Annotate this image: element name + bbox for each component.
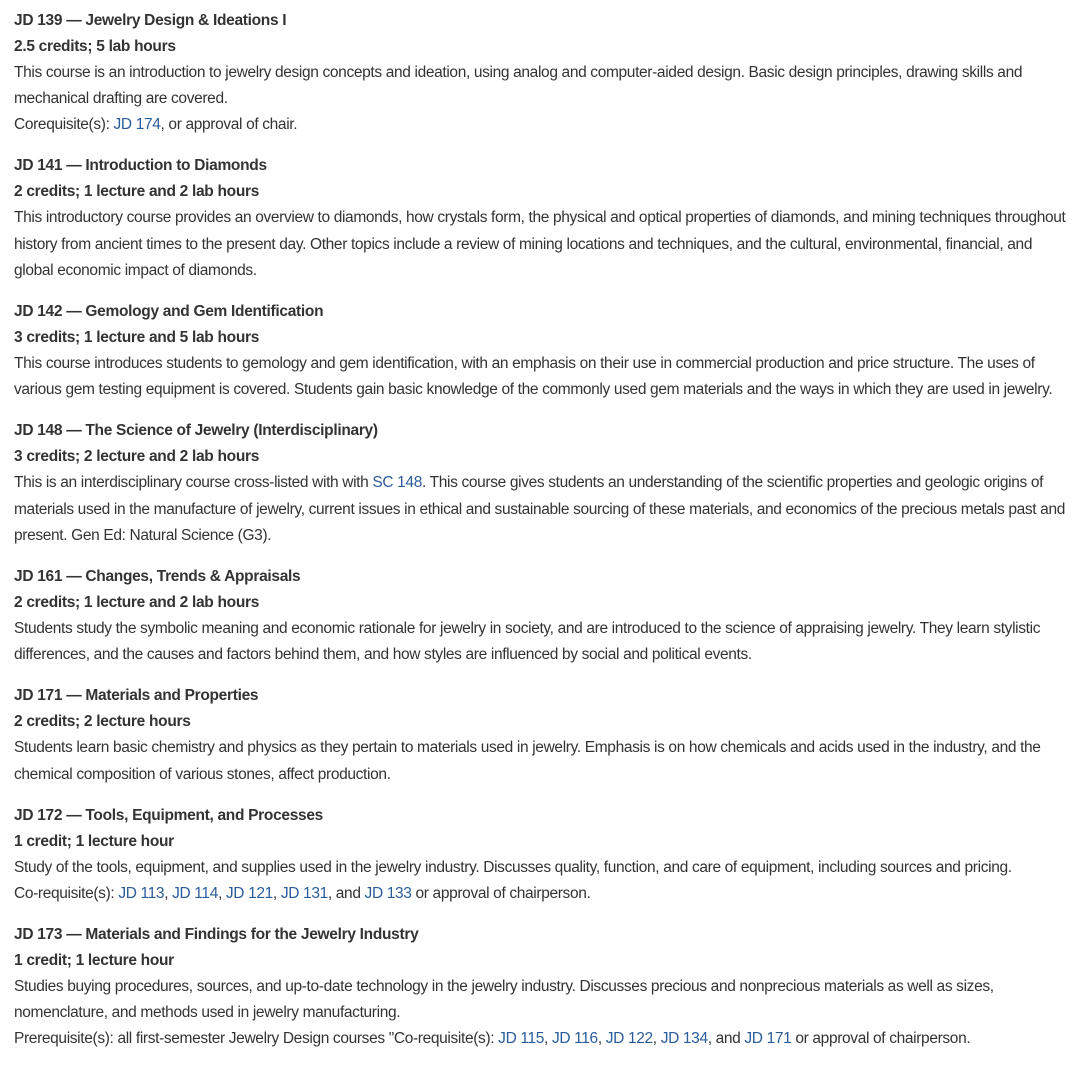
requisite-text: , [544,1030,552,1048]
course-title: JD 142 — Gemology and Gem Identification [14,303,324,321]
course-link[interactable]: JD 134 [660,1030,708,1048]
requisite-text: or approval of chairperson. [411,885,591,903]
course-entry [14,418,1066,549]
course-link[interactable]: SC 148 [372,474,422,492]
course-entry [14,683,1066,787]
course-description: Studies buying procedures, sources, and up-to-date technology in the jewelry industry. Discusses precious and nonprecious materials as well as sizes, nomenclature, and methods used in jewelry manufacturing. [14,978,994,1022]
course-credits: 1 credit; 1 lecture hour [14,832,174,850]
course-description: Study of the tools, equipment, and supplies used in the jewelry industry. Discusses quality, function, and care of equipment, including sources and pricing. [14,858,1012,876]
course-link[interactable]: JD 171 [744,1030,792,1048]
course-link[interactable]: JD 114 [172,885,218,903]
course-link[interactable]: JD 113 [118,885,165,903]
course-credits: 2 credits; 2 lecture hours [14,713,191,731]
requisite-text: , [652,1030,661,1048]
requisite-text: , or approval of chair. [160,116,298,134]
course-credits: 2 credits; 1 lecture and 2 lab hours [14,183,260,201]
course-link[interactable]: JD 133 [364,885,412,903]
course-link[interactable]: JD 174 [113,116,161,134]
course-link[interactable]: JD 131 [280,885,328,903]
description-text: . This course gives students an understanding of the scientific properties and geologic origins of materials used in the manufacture of jewelry, current issues in ethical and sustainable sourcing of these materials, and economics of the precious metals past and present. Gen Ed: Natural Science (G3). [14,474,1065,544]
course-description: This course introduces students to gemology and gem identification, with an emphasis on their use in commercial production and price structure. The uses of various gem testing equipment is covered. Students gain basic knowledge of the commonly used gem materials and the ways in which they are used in jewelry. [14,355,1053,399]
course-credits: 2.5 credits; 5 lab hours [14,38,176,55]
requisite-text: , and [327,885,365,903]
requisite-text: , [272,885,281,903]
course-title: JD 148 — The Science of Jewelry (Interdisciplinary) [14,422,378,440]
course-credits: 1 credit; 1 lecture hour [14,952,174,970]
course-link[interactable]: JD 121 [225,885,273,903]
course-title: JD 173 — Materials and Findings for the Jewelry Industry [14,926,419,944]
course-entry [14,922,1066,1052]
course-description [14,470,1066,549]
course-link[interactable]: JD 116 [551,1030,598,1048]
requisite-text: , [164,885,173,903]
course-credits: 3 credits; 1 lecture and 5 lab hours [14,329,260,347]
requisite-text: , [597,1030,606,1048]
requisite-text: or approval of chairperson. [791,1030,971,1048]
course-title: JD 139 — Jewelry Design & Ideations I [14,12,287,29]
requisite-text: Corequisite(s): [14,116,114,134]
course-entry [14,803,1066,907]
requisite-text: Co-requisite(s): [14,885,119,903]
course-link[interactable]: JD 115 [498,1030,545,1048]
course-title: JD 161 — Changes, Trends & Appraisals [14,568,301,586]
course-description: This course is an introduction to jewelry design concepts and ideation, using analog and computer-aided design. Basic design principles, drawing skills and mechanical drafting are covered. [14,64,1023,108]
requisite-text: , and [707,1030,745,1048]
course-title: JD 172 — Tools, Equipment, and Processes [14,806,324,824]
course-entry [14,299,1066,403]
course-link[interactable]: JD 122 [605,1030,653,1048]
course-title: JD 141 — Introduction to Diamonds [14,157,267,175]
course-entry [14,8,1066,138]
requisite-text: , [217,885,226,903]
description-text: This is an interdisciplinary course cross-listed with with [14,474,373,492]
course-credits: 3 credits; 2 lecture and 2 lab hours [14,448,260,466]
course-description: This introductory course provides an overview to diamonds, how crystals form, the physical and optical properties of diamonds, and mining techniques throughout history from ancient times to the present day. Other topics include a review of mining locations and techniques, and the cultural, environmental, financial, and global economic impact of diamonds. [14,209,1066,279]
course-description: Students learn basic chemistry and physics as they pertain to materials used in jewelry. Emphasis is on how chemicals and acids used in the industry, and the chemical composition of various stones, affect production. [14,739,1041,783]
course-requisite [14,112,1066,138]
course-requisite [14,881,1066,907]
requisite-text: Prerequisite(s): all first-semester Jewelry Design courses "Co-requisite(s): [14,1030,499,1048]
course-credits: 2 credits; 1 lecture and 2 lab hours [14,594,260,612]
course-entry [14,153,1066,284]
course-requisite [14,1026,1066,1052]
course-title: JD 171 — Materials and Properties [14,687,259,705]
course-description: Students study the symbolic meaning and economic rationale for jewelry in society, and are introduced to the science of appraising jewelry. They learn stylistic differences, and the causes and factors behind them, and how styles are influenced by social and political events. [14,620,1041,664]
course-entry [14,564,1066,668]
